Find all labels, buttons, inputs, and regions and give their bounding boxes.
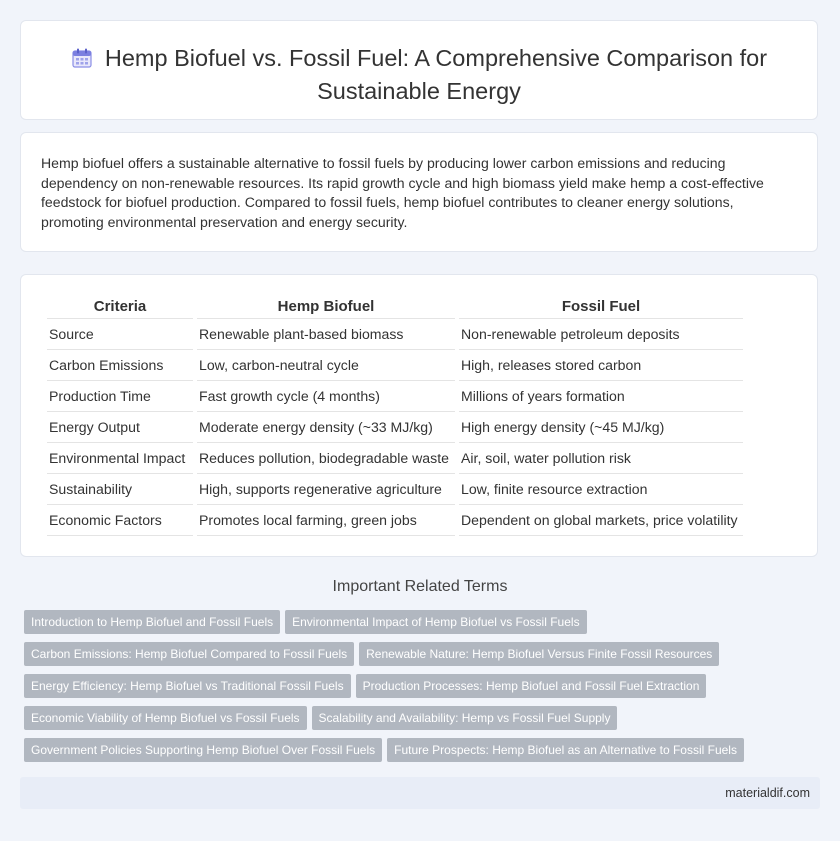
table-cell: Millions of years formation	[459, 381, 743, 412]
tag-row	[24, 642, 824, 674]
table-cell: Sustainability	[47, 474, 193, 505]
table-cell: Source	[47, 319, 193, 350]
table-row	[47, 319, 743, 350]
table-row	[47, 474, 743, 505]
related-term-tag[interactable]: Future Prospects: Hemp Biofuel as an Alternative to Fossil Fuels	[387, 738, 744, 762]
table-cell: Renewable plant-based biomass	[197, 319, 455, 350]
table-cell: Energy Output	[47, 412, 193, 443]
tag-row	[24, 738, 824, 770]
comparison-table	[43, 294, 747, 536]
header-card	[20, 20, 818, 120]
table-cell: Moderate energy density (~33 MJ/kg)	[197, 412, 455, 443]
table-row	[47, 350, 743, 381]
tag-row	[24, 674, 824, 706]
footer	[20, 777, 820, 809]
related-term-tag[interactable]: Carbon Emissions: Hemp Biofuel Compared to Fossil Fuels	[24, 642, 354, 666]
table-row	[47, 443, 743, 474]
table-cell: Promotes local farming, green jobs	[197, 505, 455, 536]
intro-paragraph: Hemp biofuel offers a sustainable alternative to fossil fuels by producing lower carbon emissions and reducing dependency on non-renewable resources. Its rapid growth cycle and high biomass yield make hemp a cost-effective feedstock for biofuel production. Compared to fossil fuels, hemp biofuel contributes to cleaner energy solutions, promoting environmental preservation and energy security.	[41, 155, 764, 230]
related-term-tag[interactable]: Environmental Impact of Hemp Biofuel vs Fossil Fuels	[285, 610, 586, 634]
tag-row	[24, 610, 824, 642]
page-title-wrap	[61, 43, 777, 106]
table-cell: Carbon Emissions	[47, 350, 193, 381]
table-cell: Fast growth cycle (4 months)	[197, 381, 455, 412]
table-cell: Low, carbon-neutral cycle	[197, 350, 455, 381]
table-cell: Dependent on global markets, price volatility	[459, 505, 743, 536]
related-term-tag[interactable]: Scalability and Availability: Hemp vs Fossil Fuel Supply	[312, 706, 618, 730]
intro-card	[20, 132, 818, 252]
header-criteria: Criteria	[47, 294, 193, 319]
calendar-icon	[71, 46, 93, 76]
related-term-tag[interactable]: Renewable Nature: Hemp Biofuel Versus Finite Fossil Resources	[359, 642, 719, 666]
table-cell: High, releases stored carbon	[459, 350, 743, 381]
header-hemp-biofuel: Hemp Biofuel	[197, 294, 455, 319]
table-cell: Low, finite resource extraction	[459, 474, 743, 505]
table-header-row	[47, 294, 743, 319]
table-cell: High, supports regenerative agriculture	[197, 474, 455, 505]
table-cell: Production Time	[47, 381, 193, 412]
table-cell: Economic Factors	[47, 505, 193, 536]
related-terms-title: Important Related Terms	[332, 578, 508, 595]
page-title: Hemp Biofuel vs. Fossil Fuel: A Comprehensive Comparison for Sustainable Energy	[104, 45, 768, 104]
comparison-table-card	[20, 274, 818, 557]
footer-site-link[interactable]: materialdif.com	[725, 786, 810, 800]
related-term-tag[interactable]: Government Policies Supporting Hemp Biofuel Over Fossil Fuels	[24, 738, 382, 762]
table-cell: Reduces pollution, biodegradable waste	[197, 443, 455, 474]
table-row	[47, 412, 743, 443]
related-term-tag[interactable]: Production Processes: Hemp Biofuel and Fossil Fuel Extraction	[356, 674, 707, 698]
table-row	[47, 505, 743, 536]
related-terms-list	[24, 610, 824, 770]
related-term-tag[interactable]: Introduction to Hemp Biofuel and Fossil Fuels	[24, 610, 280, 634]
table-cell: High energy density (~45 MJ/kg)	[459, 412, 743, 443]
header-fossil-fuel: Fossil Fuel	[459, 294, 743, 319]
related-term-tag[interactable]: Economic Viability of Hemp Biofuel vs Fossil Fuels	[24, 706, 307, 730]
table-cell: Air, soil, water pollution risk	[459, 443, 743, 474]
table-cell: Environmental Impact	[47, 443, 193, 474]
related-term-tag[interactable]: Energy Efficiency: Hemp Biofuel vs Traditional Fossil Fuels	[24, 674, 351, 698]
table-cell: Non-renewable petroleum deposits	[459, 319, 743, 350]
tag-row	[24, 706, 824, 738]
table-row	[47, 381, 743, 412]
